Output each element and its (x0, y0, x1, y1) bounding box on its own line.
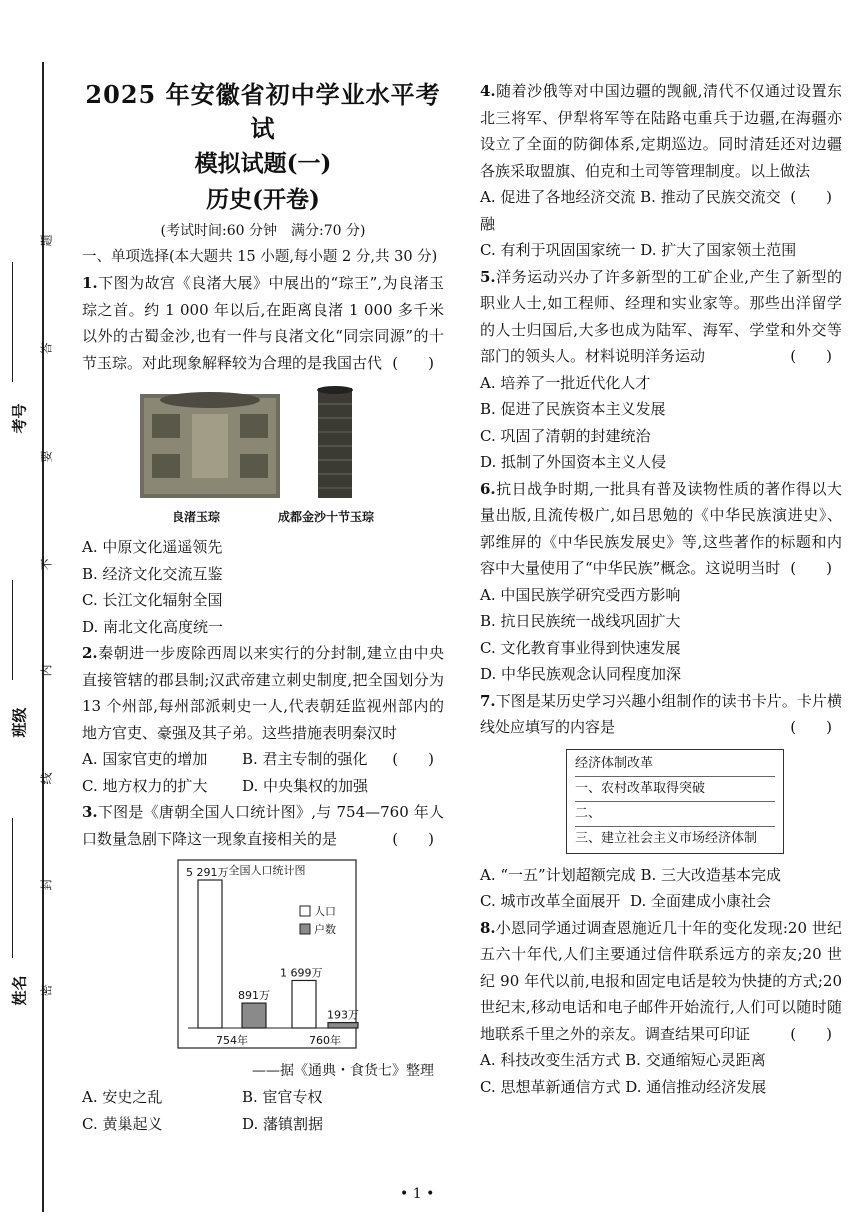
question-text: 抗日战争时期,一批具有普及读物性质的著作得以大量出版,且流传极广,如吕思勉的《中华民族演进史》、郭维屏的《中华民族发展史》等,这些著作的标题和内容中大量使用了“中华民族”概念。这说明当时 (480, 479, 842, 577)
bar-population (292, 980, 316, 1028)
option-a[interactable]: A. 促进了各地经济交流 (480, 188, 636, 206)
q7-options-row2 (480, 888, 842, 915)
question-number: 2. (82, 644, 98, 662)
option-c[interactable]: C. 思想革新通信方式 (480, 1077, 621, 1096)
liangzhu-cong-image (140, 392, 280, 498)
banji-label: 班级 (10, 707, 29, 738)
liangzhu-caption: 良渚玉琮 (172, 510, 221, 524)
right-column (480, 78, 842, 1100)
question-7 (480, 688, 842, 741)
q1-figure (82, 384, 444, 534)
population-chart-wrap (82, 858, 444, 1058)
option-c[interactable]: C. 城市改革全面展开 (480, 892, 621, 910)
legend-swatch-households (300, 924, 310, 934)
q2-options-row2 (82, 773, 444, 800)
question-text: 随着沙俄等对中国边疆的觊觎,清代不仅通过设置东北三将军、伊犁将军等在陆路屯重兵于边疆,在海疆亦设立了全面的防御体系,定期巡边。同时清廷还对边疆各族采取盟旗、伯克和土司等管理制度。以上做法 (480, 82, 842, 180)
xingming-label: 姓名 (10, 975, 29, 1006)
binding-char: 内 (39, 664, 54, 677)
answer-paren[interactable]: ( ) (392, 353, 434, 372)
question-6 (480, 476, 842, 582)
bar-population (198, 880, 222, 1028)
option-b[interactable]: B. 促进了民族资本主义发展 (480, 400, 666, 418)
q4-options-row2 (480, 237, 842, 264)
xingming-blank[interactable] (12, 818, 13, 958)
option-c[interactable]: C. 文化教育事业得到快速发展 (480, 638, 681, 657)
label-population: 5 291万 (186, 866, 229, 879)
question-text: 秦朝进一步废除西周以来实行的分封制,建立由中央直接管辖的郡县制;汉武帝建立刺史制度,把全国划分为 13 个州部,每州部派刺史一人,代表朝廷监视州部内的地方官吏、豪强及其子弟。这些措施表明秦汉时 (82, 644, 444, 742)
kaohao-blank[interactable] (12, 262, 13, 382)
option-d[interactable]: D. 中央集权的加强 (242, 776, 369, 795)
question-1 (82, 270, 444, 376)
option-a[interactable]: A. 培养了一批近代化人才 (480, 373, 651, 392)
option-c[interactable]: C. 长江文化辐射全国 (82, 591, 223, 609)
question-3 (82, 799, 444, 852)
question-text: 下图为故宫《良渚大展》中展出的“琮王”,为良渚玉琮之首。约 1 000 年以后,在距离良渚 1 000 多千米以外的古蜀金沙,也有一件与良渚文化“同宗同源”的十节玉琮。对此现象解释较为合理的是我国古代 (82, 274, 444, 372)
option-a[interactable]: A. 中国民族学研究受西方影响 (480, 585, 681, 604)
option-c[interactable]: C. 黄巢起义 (82, 1114, 163, 1133)
label-households: 193万 (327, 1008, 359, 1022)
label-households: 891万 (238, 989, 270, 1003)
card-title: 经济体制改革 (575, 752, 775, 777)
label-population: 1 699万 (280, 966, 323, 980)
page-number: • 1 • (400, 1186, 435, 1202)
option-c[interactable]: C. 有利于巩固国家统一 (480, 241, 636, 259)
exam-title: 2025 年安徽省初中学业水平考试 (85, 80, 441, 143)
option-d[interactable]: D. 南北文化高度统一 (82, 617, 224, 636)
binding-char: 题 (39, 234, 54, 247)
tick-label: 760年 (309, 1034, 341, 1047)
kaohao-label: 考号 (10, 403, 29, 434)
section-heading: 一、单项选择(本大题共 15 小题,每小题 2 分,共 30 分) (82, 249, 438, 265)
bar-households (328, 1023, 358, 1028)
question-text: 下图是《唐朝全国人口统计图》,与 754—760 年人口数量急剧下降这一现象直接相关的是 (82, 803, 444, 848)
option-b[interactable]: B. 抗日民族统一战线巩固扩大 (480, 612, 681, 630)
population-chart (82, 858, 444, 1058)
exam-subtitle: 模拟试题(一) (194, 150, 332, 177)
option-b[interactable]: B. 交通缩短心灵距离 (625, 1051, 766, 1069)
jinsha-caption: 成都金沙十节玉琮 (278, 510, 375, 524)
tick-label: 754年 (216, 1034, 248, 1047)
option-c[interactable]: C. 地方权力的扩大 (82, 776, 208, 795)
q1-images (82, 384, 444, 534)
question-8 (480, 915, 842, 1048)
option-a[interactable]: A. “一五”计划超额完成 (480, 865, 636, 884)
question-number: 5. (480, 267, 496, 286)
option-a[interactable]: A. 中原文化遥遥领先 (82, 538, 223, 556)
chart-title: 全国人口统计图 (228, 864, 306, 877)
legend-population: 人口 (314, 905, 336, 918)
exam-subject: 历史(开卷) (206, 186, 320, 213)
reading-card (566, 749, 784, 854)
question-number: 8. (480, 918, 496, 937)
question-text: 下图是某历史学习兴趣小组制作的读书卡片。卡片横线处应填写的内容是 (480, 691, 842, 736)
binding-char: 封 (39, 878, 54, 891)
option-d[interactable]: D. 通信推动经济发展 (625, 1077, 767, 1096)
legend-households: 户数 (314, 923, 336, 936)
banji-blank[interactable] (12, 580, 13, 680)
answer-paren[interactable]: ( ) (392, 750, 434, 768)
q3-options-row1 (82, 1084, 444, 1111)
exam-info: (考试时间:60 分钟 满分:70 分) (160, 223, 366, 239)
q2-options-row1 (82, 746, 392, 773)
option-d[interactable]: D. 抵制了外国资本主义人侵 (480, 453, 667, 471)
q8-options-row2 (480, 1074, 842, 1101)
question-number: 3. (82, 803, 98, 821)
card-line-1: 一、农村改革取得突破 (575, 777, 775, 802)
card-line-3: 三、建立社会主义市场经济体制 (575, 830, 758, 846)
option-d[interactable]: D. 中华民族观念认同程度加深 (480, 665, 682, 683)
option-a[interactable]: A. 科技改变生活方式 (480, 1051, 621, 1069)
question-number: 4. (480, 82, 496, 100)
binding-char: 要 (39, 450, 54, 463)
card-line-2-blank[interactable]: 二、 (575, 802, 775, 827)
answer-paren[interactable]: ( ) (790, 347, 832, 365)
answer-paren[interactable]: ( ) (790, 559, 832, 577)
question-5 (480, 264, 842, 370)
binding-char: 不 (39, 558, 54, 571)
jinsha-cong-image (317, 386, 353, 498)
option-d[interactable]: D. 藩镇割据 (242, 1114, 324, 1133)
option-d[interactable]: D. 全面建成小康社会 (630, 892, 772, 910)
question-number: 1. (82, 274, 98, 292)
answer-paren[interactable]: ( ) (790, 718, 832, 736)
option-d[interactable]: D. 扩大了国家领土范围 (640, 241, 797, 259)
option-b[interactable]: B. 宦官专权 (242, 1088, 323, 1106)
left-column (82, 78, 444, 1137)
option-b[interactable]: B. 君主专制的强化 (242, 750, 368, 768)
question-number: 7. (480, 691, 496, 710)
option-a[interactable]: A. 国家官吏的增加 (82, 750, 208, 768)
answer-paren[interactable]: ( ) (392, 829, 434, 848)
q8-options-row1 (480, 1047, 842, 1074)
bar-households (242, 1003, 266, 1028)
q3-options-row2 (82, 1111, 444, 1138)
option-b[interactable]: B. 三大改造基本完成 (640, 865, 782, 884)
question-number: 6. (480, 479, 496, 498)
option-a[interactable]: A. 安史之乱 (82, 1088, 163, 1106)
answer-paren[interactable]: ( ) (790, 188, 832, 206)
q4-options-row1 (480, 184, 842, 237)
option-b[interactable]: B. 经济文化交流互鉴 (82, 564, 223, 583)
option-b[interactable]: B. 推动了民族交流交融 (480, 188, 781, 233)
q7-options-row1 (480, 862, 842, 889)
binding-strip (0, 0, 62, 1217)
option-c[interactable]: C. 巩固了清朝的封建统治 (480, 426, 651, 445)
question-text: 小恩同学通过调查恩施近几十年的变化发现:20 世纪五六十年代,人们主要通过信件联系远方的亲友;20 世纪 90 年代以前,电报和固定电话是较为快捷的方式;20 世纪末,移动电话和电子邮件开始流行,人们可以随时随地联系千里之外的亲友。调查结果可印证 (480, 918, 842, 1043)
binding-char: 密 (39, 984, 54, 997)
legend-swatch-population (300, 906, 310, 916)
binding-char: 线 (39, 772, 54, 785)
binding-char: 答 (39, 342, 54, 355)
question-text: 洋务运动兴办了许多新型的工矿企业,产生了新型的职业人士,如工程师、经理和实业家等。那些出洋留学的人士归国后,大多也成为陆军、海军、学堂和外交等部门的领头人。材料说明洋务运动 (480, 267, 842, 365)
chart-source: ——据《通典・食货七》整理 (252, 1063, 434, 1079)
answer-paren[interactable]: ( ) (790, 1024, 832, 1043)
